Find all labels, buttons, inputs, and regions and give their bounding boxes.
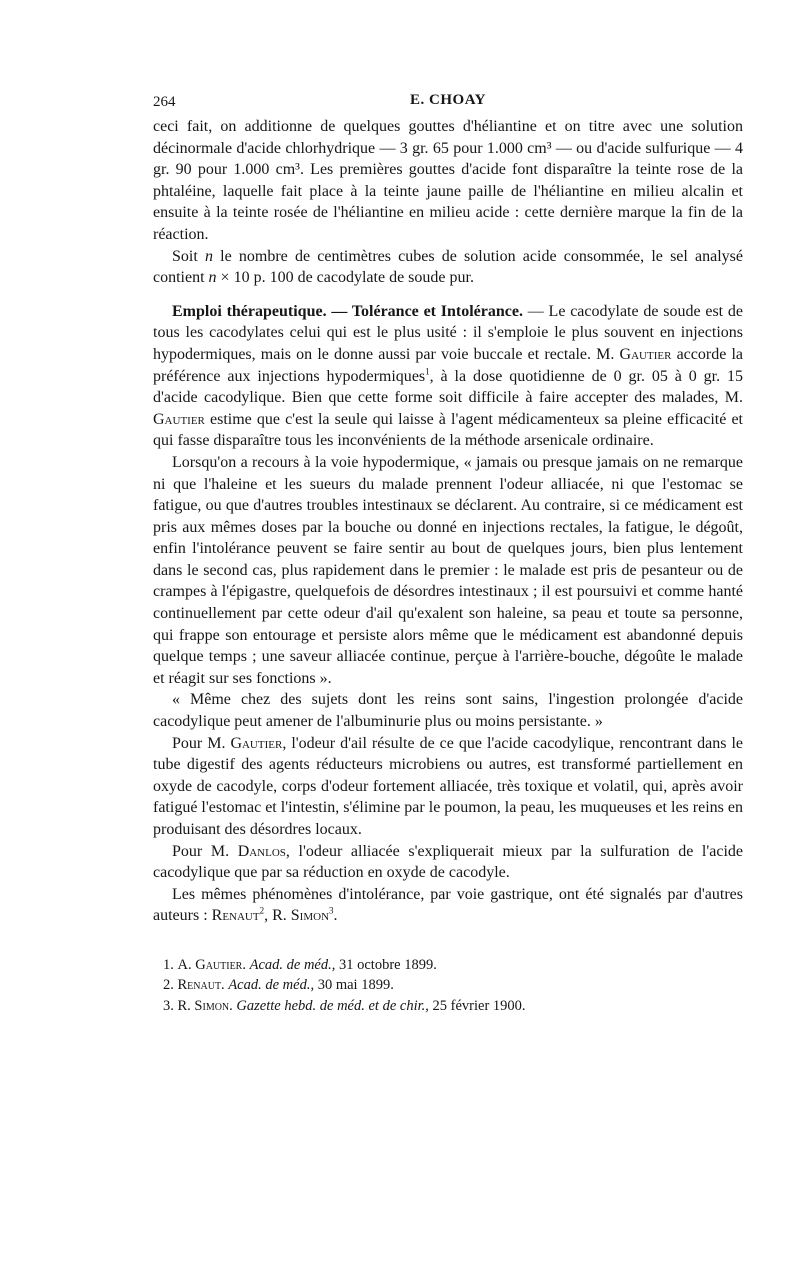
page-header bbox=[153, 92, 743, 116]
footnote-ref-2: 2 bbox=[259, 906, 265, 917]
footnote-1: 1. A. Gautier. Acad. de méd., 31 octobre 1899. bbox=[163, 956, 437, 973]
section-heading: Emploi thérapeutique. — Tolérance et Intolérance. bbox=[172, 302, 523, 320]
paragraph-albuminuria-quote: « Même chez des sujets dont les reins sont sains, l'ingestion prolongée d'acide cacodylique peut amener de l'albuminurie plus ou moins persistante. » bbox=[153, 691, 743, 731]
footnote-2: 2. Renaut. Acad. de méd., 30 mai 1899. bbox=[163, 977, 394, 994]
paragraph-formula: Soit n le nombre de centimètres cubes de solution acide consommée, le sel analysé contient n × 10 p. 100 de cacodylate de soude pur. bbox=[153, 247, 744, 287]
paragraph-gautier-explanation: Pour M. Gautier, l'odeur d'ail résulte de ce que l'acide cacodylique, rencontrant dans le tube digestif des agents réducteurs microbiens ou autres, est transformé partiellement en oxyde de cacodyle, corps d'odeur fortement alliacée, très toxique et volatil, qui, après avoir fatigué l'estomac et l'intestin, s'élimine par le poumon, la peau, les muqueuses et les reins en produisant des désordres locaux. bbox=[153, 734, 743, 838]
footnote-3: 3. R. Simon. Gazette hebd. de méd. et de chir., 25 février 1900. bbox=[163, 997, 526, 1014]
body-text bbox=[153, 116, 743, 927]
footnote-ref-3: 3 bbox=[329, 906, 334, 917]
footnotes bbox=[153, 955, 743, 1017]
paragraph-hypodermic-quote: Lorsqu'on a recours à la voie hypodermique, « jamais ou presque jamais on ne remarque ni que l'haleine et les sueurs du malade prennent l'odeur alliacée, ni que l'estomac se fatigue, ou que d'autres troubles intestinaux se déclarent. Au contraire, si ce médicament est pris aux mêmes doses par la bouche ou donné en injections rectales, la fatigue, le dégoût, enfin l'intolérance peuvent se faire sentir au bout de quelques jours, bien plus lentement dans le second cas, plus rapidement dans le premier : le malade est pris de pesanteur ou de crampes à l'épigastre, quelquefois de désordres intestinaux ; il est poursuivi et comme hanté continuellement par cette odeur d'ail qu'exalent son haleine, sa peau et toute sa personne, qui frappe son entourage et persiste alors même que le médicament est abandonné depuis quelque temps ; une saveur alliacée continue, perçue à l'arrière-bouche, dégoûte le malade et réagit sur ses fonctions ». bbox=[153, 453, 743, 687]
footnote-ref-1: 1 bbox=[425, 366, 430, 377]
running-head: E. CHOAY bbox=[410, 92, 486, 108]
paragraph-therapeutic-use: Emploi thérapeutique. — Tolérance et Intolérance. — Le cacodylate de soude est de tous les cacodylates celui qui est le plus usité : il s'emploie le plus souvent en injections hypodermiques, mais on le donne aussi par voie buccale et rectale. M. Gautier accorde la préférence aux injections hypodermiques$^1$, à la dose quotidienne de 0 gr. 05 à 0 gr. 15 d'acide cacodylique. Bien que cette forme soit difficile à faire accepter des malades, M. Gautier estime que c'est la seule qui laisse à l'agent médicamenteux sa pleine efficacité et qui fasse disparaître tous les inconvénients de la méthode arsenicale ordinaire. bbox=[153, 302, 744, 450]
page-number: 264 bbox=[153, 94, 176, 110]
book-page bbox=[153, 92, 743, 1016]
paragraph-other-authors: Les mêmes phénomènes d'intolérance, par voie gastrique, ont été signalés par d'autres auteurs : Renaut$^2$, R. Simon$^3$. bbox=[153, 885, 743, 925]
paragraph-danlos: Pour M. Danlos, l'odeur alliacée s'expliquerait mieux par la sulfuration de l'acide cacodylique que par sa réduction en oxyde de cacodyle. bbox=[153, 842, 744, 882]
paragraph-titration: ceci fait, on additionne de quelques gouttes d'héliantine et on titre avec une solution décinormale d'acide chlorhydrique — 3 gr. 65 pour 1.000 cm³ — ou d'acide sulfurique — 4 gr. 90 pour 1.000 cm³. Les premières gouttes d'acide font disparaître la teinte rose de la phtaléine, laquelle fait place à la teinte jaune paille de l'héliantine en milieu alcalin et ensuite à la teinte rosée de l'héliantine en milieu acide : cette dernière marque la fin de la réaction. bbox=[153, 118, 743, 243]
